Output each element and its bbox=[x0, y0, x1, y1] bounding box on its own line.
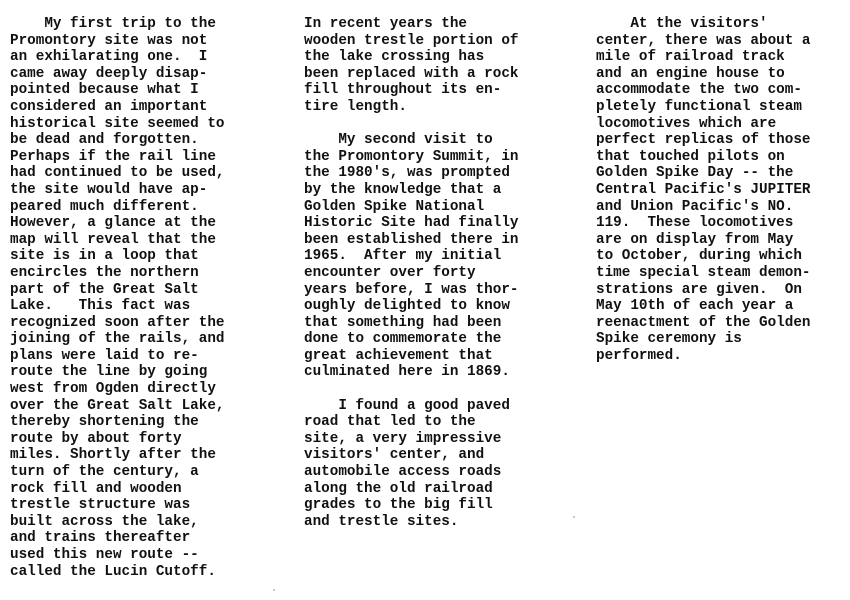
text-column-3: At the visitors' center, there was about a mile of railroad track and an engine house to accommodate the two com- pletely functional steam locomotives which are perfect replicas of those that touched pilots on Golden Spike Day -- the Central Pacific's JUPITER and Union Pacific's NO. 119. These locomotives are on display from May to October, during which time special steam demon- strations are given. On May 10th of each year a reenactment of the Golden Spike ceremony is performed. bbox=[596, 16, 811, 364]
scan-speck bbox=[273, 589, 275, 591]
scan-speck bbox=[573, 516, 575, 518]
text-column-1: My first trip to the Promontory site was not an exhilarating one. I came away deeply disap- pointed because what I considered an important historical site seemed to be dead and forgotten. Perhaps if the rail line had continued to be used, the site would have ap- peared much different. However, a glance at the map will reveal that the site is in a loop that encircles the northern part of the Great Salt Lake. This fact was recognized soon after the joining of the rails, and plans were laid to re- route the line by going west from Ogden directly over the Great Salt Lake, thereby shortening the route by about forty miles. Shortly after the turn of the century, a rock fill and wooden trestle structure was built across the lake, and trains thereafter used this new route -- called the Lucin Cutoff. bbox=[10, 16, 225, 580]
text-column-2: In recent years the wooden trestle portion of the lake crossing has been replaced with a rock fill throughout its en- tire length. My second visit to the Promontory Summit, in the 1980's, was prompted by the knowledge that a Golden Spike National Historic Site had finally been established there in 1965. After my initial encounter over forty years before, I was thor- oughly delighted to know that something had been done to commemorate the great achievement that culminated here in 1869. I found a good paved road that led to the site, a very impressive visitors' center, and automobile access roads along the old railroad grades to the big fill and trestle sites. bbox=[304, 16, 519, 530]
